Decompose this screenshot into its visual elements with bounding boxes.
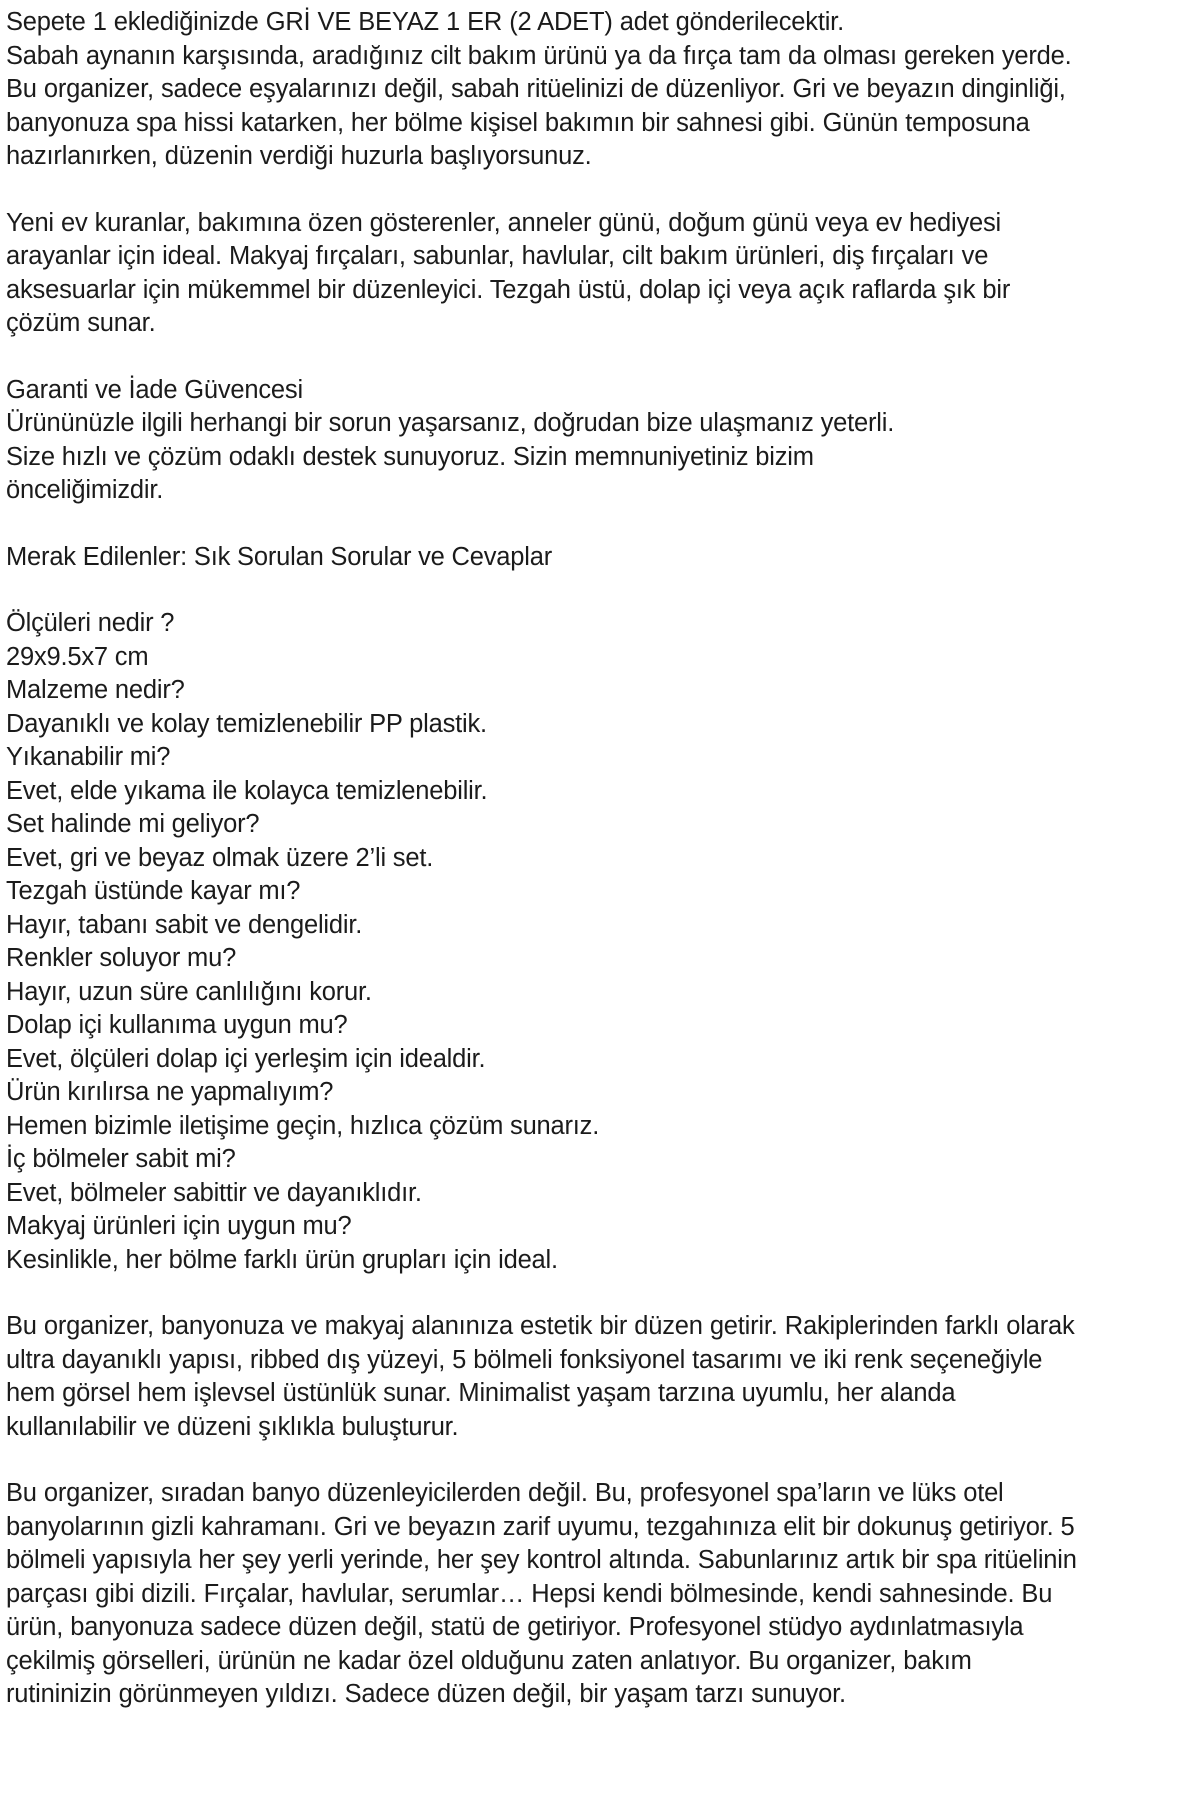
warranty-line: önceliğimizdir.: [6, 476, 164, 504]
warranty-heading: Garanti ve İade Güvencesi: [6, 375, 303, 404]
features-paragraph: Bu organizer, banyonuza ve makyaj alanınıza estetik bir düzen getirir. Rakiplerinden farklı olarak ultra dayanıklı yapısı, ribbed dış yüzeyi, 5 bölmeli fonksiyonel tasarımı ve iki renk seçeneğiyle hem görsel hem işlevsel üstünlük sunar. Minimalist yaşam tarzına uyumlu, her alanda kullanılabilir ve düzeni şıklıkla buluşturur.: [6, 1312, 1075, 1441]
faq-answer: Hemen bizimle iletişime geçin, hızlıca çözüm sunarız.: [6, 1111, 600, 1140]
spacer: [6, 508, 1081, 541]
faq-question: Ölçüleri nedir ?: [6, 609, 175, 637]
faq-heading: Merak Edilenler: Sık Sorulan Sorular ve Cevaplar: [6, 542, 552, 571]
faq-answer: Evet, ölçüleri dolap içi yerleşim için idealdir.: [6, 1044, 486, 1073]
faq-answer: Evet, gri ve beyaz olmak üzere 2’li set.: [6, 843, 434, 872]
audience-paragraph: Yeni ev kuranlar, bakımına özen gösterenler, anneler günü, doğum günü veya ev hediyesi arayanlar için ideal. Makyaj fırçaları, sabunlar, havlular, cilt bakım ürünleri, diş fırçaları ve aksesuarlar için mükemmel bir düzenleyici. Tezgah üstü, dolap içi veya açık raflarda şık bir çözüm sunar.: [6, 208, 1011, 337]
faq-answer: 29x9.5x7 cm: [6, 642, 149, 671]
faq-question: İç bölmeler sabit mi?: [6, 1145, 236, 1173]
warranty-line: Ürününüzle ilgili herhangi bir sorun yaşarsanız, doğrudan bize ulaşmanız yeterli.: [6, 409, 895, 437]
closing-paragraph: Bu organizer, sıradan banyo düzenleyicilerden değil. Bu, profesyonel spa’ların ve lüks otel banyolarının gizli kahramanı. Gri ve beyazın zarif uyumu, tezgahınıza elit bir dokunuş getiriyor. 5 bölmeli yapısıyla her şey yerli yerinde, her şey kontrol altında. Sabunlarınız artık bir spa ritüelinin parçası gibi dizili. Fırçalar, havlular, serumlar… Hepsi kendi bölmesinde, kendi sahnesinde. Bu ürün, banyonuza sadece düzen değil, statü de getiriyor. Profesyonel stüdyo aydınlatmasıyla çekilmiş görselleri, ürünün ne kadar özel olduğunu zaten anlatıyor. Bu organizer, bakım rutininizin görünmeyen yıldızı. Sadece düzen değil, bir yaşam tarzı sunuyor.: [6, 1479, 1077, 1708]
faq-list: [6, 607, 1081, 1277]
description-body: [6, 6, 1081, 1712]
headline-shipping-note: Sepete 1 eklediğinizde GRİ VE BEYAZ 1 ER (2 ADET) adet gönderilecektir.: [6, 8, 844, 36]
faq-question: Ürün kırılırsa ne yapmalıyım?: [6, 1078, 334, 1106]
faq-answer: Hayır, uzun süre canlılığını korur.: [6, 977, 372, 1006]
intro-paragraph: Sabah aynanın karşısında, aradığınız cilt bakım ürünü ya da fırça tam da olması gereken yerde. Bu organizer, sadece eşyalarınızı değil, sabah ritüelinizi de düzenliyor. Gri ve beyazın dinginliği, banyonuza spa hissi katarken, her bölme kişisel bakımın bir sahnesi gibi. Günün temposuna hazırlanırken, düzenin verdiği huzurla başlıyorsunuz.: [6, 41, 1072, 170]
spacer: [6, 574, 1081, 607]
faq-section: [6, 541, 1081, 575]
faq-answer: Evet, bölmeler sabittir ve dayanıklıdır.: [6, 1178, 422, 1207]
faq-question: Malzeme nedir?: [6, 676, 185, 704]
faq-question: Set halinde mi geliyor?: [6, 810, 260, 838]
spacer: [6, 174, 1081, 207]
faq-answer: Hayır, tabanı sabit ve dengelidir.: [6, 910, 363, 939]
faq-answer: Evet, elde yıkama ile kolayca temizlenebilir.: [6, 776, 488, 805]
warranty-section: [6, 374, 1081, 508]
faq-question: Dolap içi kullanıma uygun mu?: [6, 1011, 348, 1039]
spacer: [6, 1277, 1081, 1310]
faq-answer: Dayanıklı ve kolay temizlenebilir PP plastik.: [6, 709, 487, 738]
spacer: [6, 1444, 1081, 1477]
faq-question: Renkler soluyor mu?: [6, 944, 237, 972]
warranty-line: Size hızlı ve çözüm odaklı destek sunuyoruz. Sizin memnuniyetiniz bizim: [6, 442, 814, 471]
faq-question: Yıkanabilir mi?: [6, 743, 171, 771]
spacer: [6, 341, 1081, 374]
faq-answer: Kesinlikle, her bölme farklı ürün grupları için ideal.: [6, 1245, 558, 1274]
faq-question: Makyaj ürünleri için uygun mu?: [6, 1212, 352, 1240]
faq-question: Tezgah üstünde kayar mı?: [6, 877, 301, 905]
